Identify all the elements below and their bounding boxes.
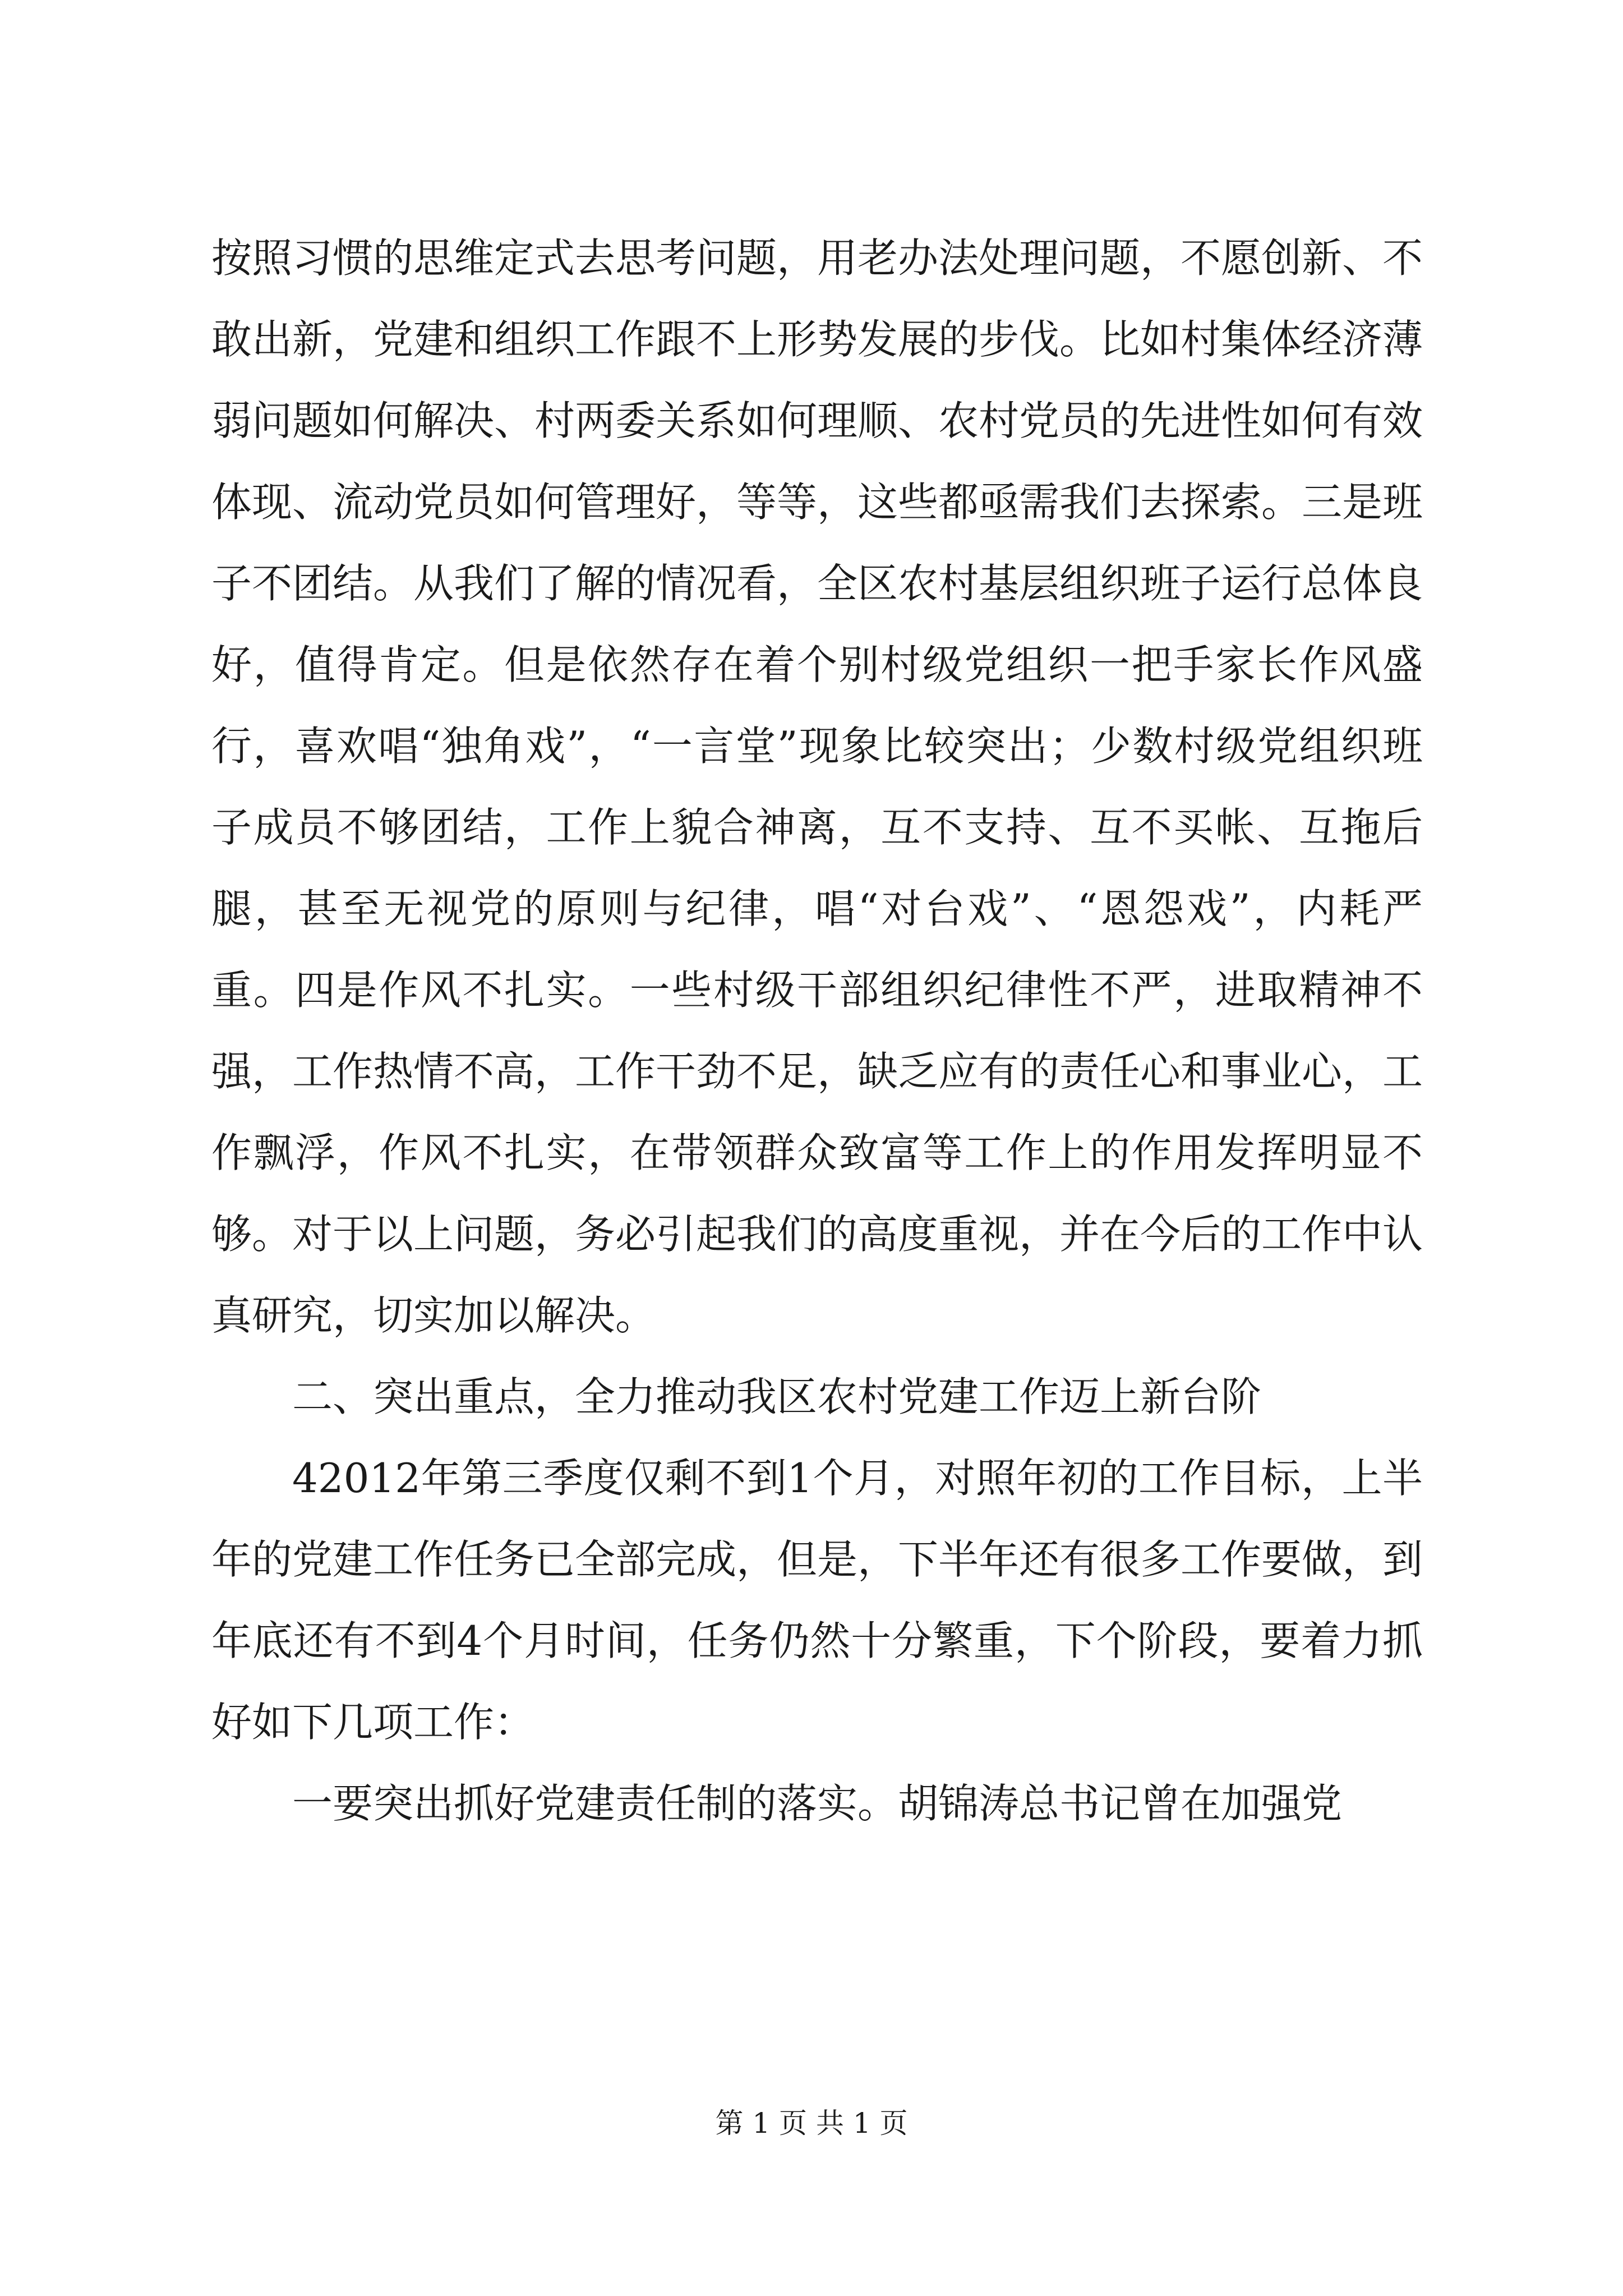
section-heading: 二、突出重点，全力推动我区农村党建工作迈上新台阶 <box>292 1373 1262 1420</box>
body-paragraph: 一要突出抓好党建责任制的落实。胡锦涛总书记曾在加强党 <box>292 1780 1343 1827</box>
body-paragraph: 42012年第三季度仅剩不到1个月，对照年初的工作目标，上半年的党建工作任务已全部完成，但是，下半年还有很多工作要做，到年底还有不到4个月时间，任务仍然十分繁重，下个阶段，要着力抓好如下几项工作： <box>211 1455 1423 1746</box>
page-footer: 第 1 页 共 1 页 <box>715 2107 908 2139</box>
document-body <box>211 218 1423 1844</box>
body-paragraph: 按照习惯的思维定式去思考问题，用老办法处理问题，不愿创新、不敢出新，党建和组织工作跟不上形势发展的步伐。比如村集体经济薄弱问题如何解决、村两委关系如何理顺、农村党员的先进性如何有效体现、流动党员如何管理好，等等，这些都亟需我们去探索。三是班子不团结。从我们了解的情况看，全区农村基层组织班子运行总体良好，值得肯定。但是依然存在着个别村级党组织一把手家长作风盛行，喜欢唱“独角戏”，“一言堂”现象比较突出；少数村级党组织班子成员不够团结，工作上貌合神离，互不支持、互不买帐、互拖后腿，甚至无视党的原则与纪律，唱“对台戏”、“恩怨戏”，内耗严重。四是作风不扎实。一些村级干部组织纪律性不严，进取精神不强，工作热情不高，工作干劲不足，缺乏应有的责任心和事业心，工作飘浮，作风不扎实，在带领群众致富等工作上的作用发挥明显不够。对于以上问题，务必引起我们的高度重视，并在今后的工作中认真研究，切实加以解决。 <box>211 234 1423 1339</box>
